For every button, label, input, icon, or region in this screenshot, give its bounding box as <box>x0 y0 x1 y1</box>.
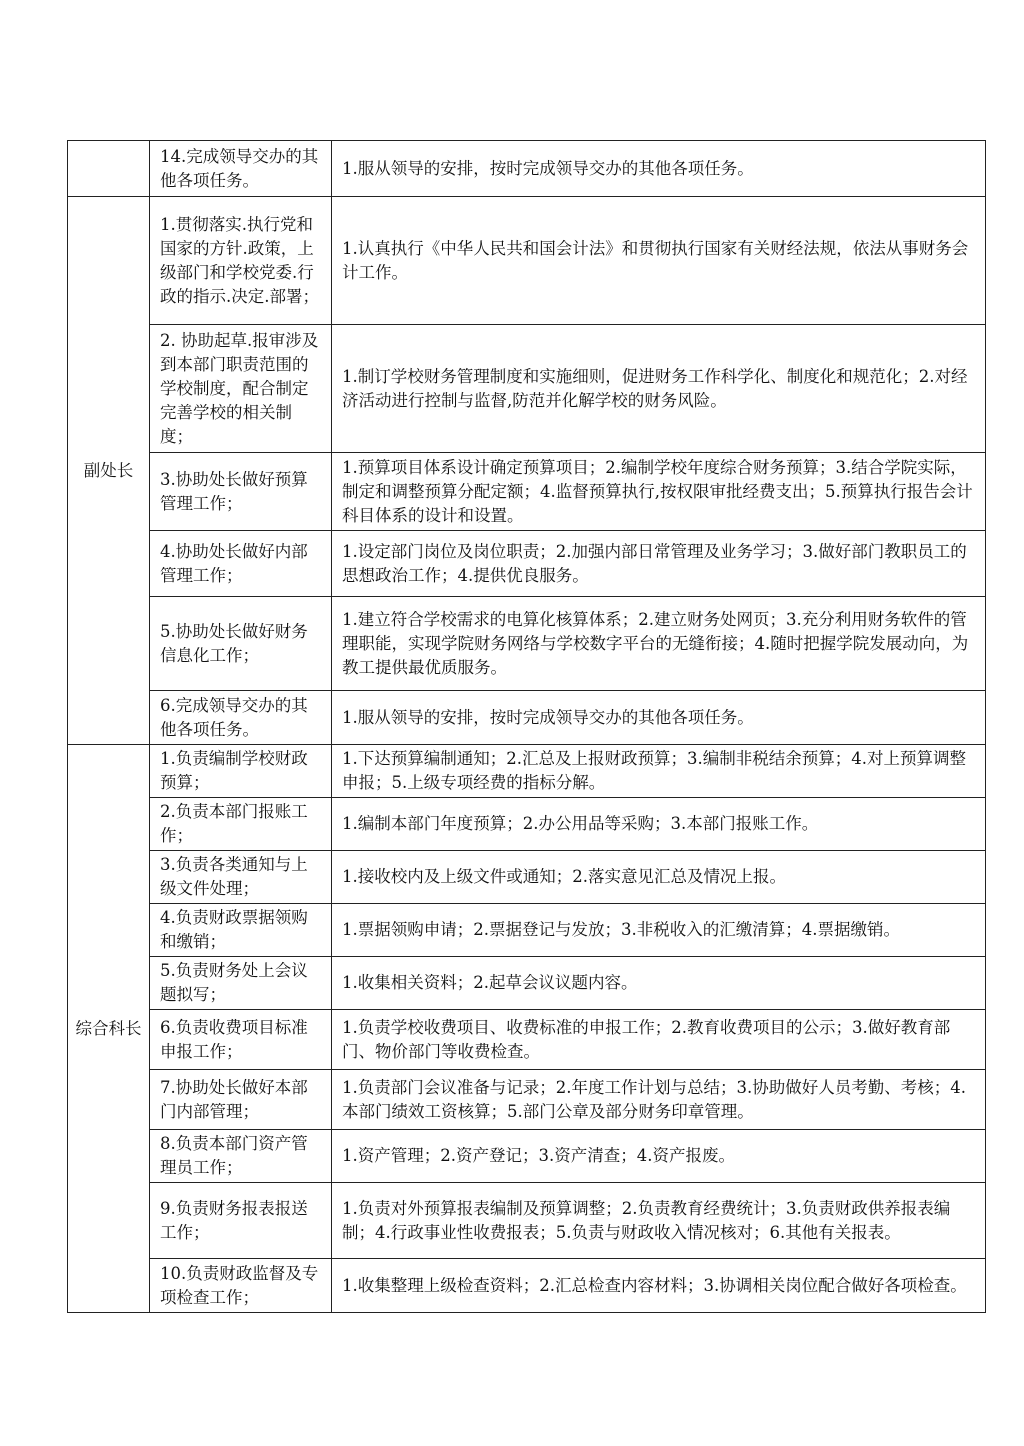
task-cell: 2.负责本部门报账工作； <box>150 798 332 851</box>
table-row <box>68 1259 986 1313</box>
task-cell: 4.协助处长做好内部管理工作； <box>150 531 332 597</box>
table-row <box>68 597 986 691</box>
task-cell: 1.负责编制学校财政预算； <box>150 745 332 798</box>
table-row <box>68 957 986 1010</box>
task-cell: 6.负责收费项目标准申报工作； <box>150 1010 332 1070</box>
detail-cell: 1.设定部门岗位及岗位职责；2.加强内部日常管理及业务学习；3.做好部门教职员工的思想政治工作；4.提供优良服务。 <box>332 531 986 597</box>
task-cell: 10.负责财政监督及专项检查工作； <box>150 1259 332 1313</box>
table-row <box>68 453 986 531</box>
table-row <box>68 1010 986 1070</box>
table-row <box>68 798 986 851</box>
task-cell: 3.协助处长做好预算管理工作； <box>150 453 332 531</box>
detail-cell: 1.收集整理上级检查资料；2.汇总检查内容材料；3.协调相关岗位配合做好各项检查。 <box>332 1259 986 1313</box>
table-row <box>68 691 986 745</box>
detail-cell: 1.服从领导的安排，按时完成领导交办的其他各项任务。 <box>332 691 986 745</box>
task-cell: 7.协助处长做好本部门内部管理； <box>150 1070 332 1130</box>
detail-cell: 1.建立符合学校需求的电算化核算体系；2.建立财务处网页；3.充分利用财务软件的管理职能，实现学院财务网络与学校数字平台的无缝衔接；4.随时把握学院发展动向，为教工提供最优质服务。 <box>332 597 986 691</box>
task-cell: 4.负责财政票据领购和缴销； <box>150 904 332 957</box>
duty-table <box>67 140 986 1313</box>
detail-cell: 1.接收校内及上级文件或通知；2.落实意见汇总及情况上报。 <box>332 851 986 904</box>
role-cell: 综合科长 <box>68 745 150 1313</box>
table-row <box>68 197 986 325</box>
table-row <box>68 531 986 597</box>
table-row <box>68 325 986 453</box>
task-cell: 14.完成领导交办的其他各项任务。 <box>150 141 332 197</box>
role-cell <box>68 141 150 197</box>
detail-cell: 1.负责对外预算报表编制及预算调整；2.负责教育经费统计；3.负责财政供养报表编制；4.行政事业性收费报表；5.负责与财政收入情况核对；6.其他有关报表。 <box>332 1183 986 1259</box>
detail-cell: 1.编制本部门年度预算；2.办公用品等采购；3.本部门报账工作。 <box>332 798 986 851</box>
task-cell: 6.完成领导交办的其他各项任务。 <box>150 691 332 745</box>
detail-cell: 1.负责部门会议准备与记录；2.年度工作计划与总结；3.协助做好人员考勤、考核；4.本部门绩效工资核算；5.部门公章及部分财务印章管理。 <box>332 1070 986 1130</box>
task-cell: 5.负责财务处上会议题拟写； <box>150 957 332 1010</box>
task-cell: 9.负责财务报表报送工作； <box>150 1183 332 1259</box>
table-row <box>68 1183 986 1259</box>
task-cell: 2. 协助起草.报审涉及到本部门职责范围的学校制度，配合制定完善学校的相关制度； <box>150 325 332 453</box>
detail-cell: 1.预算项目体系设计确定预算项目；2.编制学校年度综合财务预算；3.结合学院实际，制定和调整预算分配定额；4.监督预算执行,按权限审批经费支出；5.预算执行报告会计科目体系的设计和设置。 <box>332 453 986 531</box>
table-row <box>68 904 986 957</box>
detail-cell: 1.负责学校收费项目、收费标准的申报工作；2.教育收费项目的公示；3.做好教育部门、物价部门等收费检查。 <box>332 1010 986 1070</box>
role-cell: 副处长 <box>68 197 150 745</box>
table-row <box>68 1070 986 1130</box>
detail-cell: 1.认真执行《中华人民共和国会计法》和贯彻执行国家有关财经法规，依法从事财务会计工作。 <box>332 197 986 325</box>
task-cell: 1.贯彻落实.执行党和国家的方针.政策，上级部门和学校党委.行政的指示.决定.部署； <box>150 197 332 325</box>
detail-cell: 1.服从领导的安排，按时完成领导交办的其他各项任务。 <box>332 141 986 197</box>
task-cell: 8.负责本部门资产管理员工作； <box>150 1130 332 1183</box>
task-cell: 5.协助处长做好财务信息化工作； <box>150 597 332 691</box>
detail-cell: 1.制订学校财务管理制度和实施细则，促进财务工作科学化、制度化和规范化；2.对经济活动进行控制与监督,防范并化解学校的财务风险。 <box>332 325 986 453</box>
task-cell: 3.负责各类通知与上级文件处理； <box>150 851 332 904</box>
detail-cell: 1.资产管理；2.资产登记；3.资产清查；4.资产报废。 <box>332 1130 986 1183</box>
table-row <box>68 1130 986 1183</box>
detail-cell: 1.下达预算编制通知；2.汇总及上报财政预算；3.编制非税结余预算；4.对上预算调整申报；5.上级专项经费的指标分解。 <box>332 745 986 798</box>
detail-cell: 1.收集相关资料；2.起草会议议题内容。 <box>332 957 986 1010</box>
detail-cell: 1.票据领购申请；2.票据登记与发放；3.非税收入的汇缴清算；4.票据缴销。 <box>332 904 986 957</box>
table-row <box>68 745 986 798</box>
table-row <box>68 851 986 904</box>
table-row <box>68 141 986 197</box>
